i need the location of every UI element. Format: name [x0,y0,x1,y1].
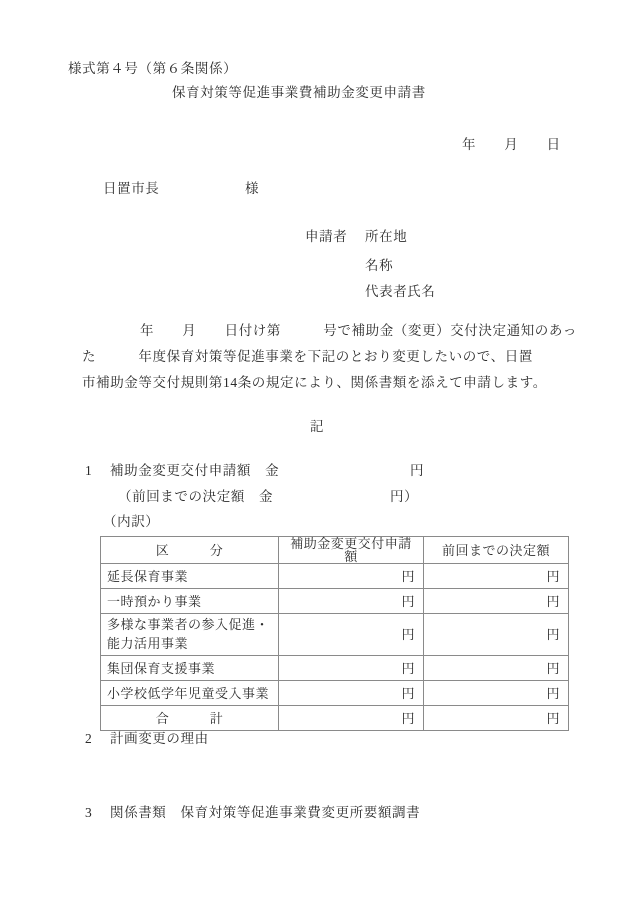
breakdown-label: （内訳） [103,514,160,529]
form-number: 様式第４号（第６条関係） [68,61,238,76]
table-row [101,614,569,656]
cell-previous-amount: 円 [424,656,569,681]
item-3-label: 関係書類 保育対策等促進事業費変更所要額調書 [110,805,421,820]
table-row [101,656,569,681]
cell-category: 合 計 [101,706,279,731]
addressee-name: 日置市長 [103,181,160,196]
applicant-label: 申請者 [305,229,348,244]
applicant-field-address: 所在地 [365,229,408,244]
cell-previous-amount: 円 [424,706,569,731]
cell-applied-amount: 円 [279,681,424,706]
addressee-honorific: 様 [245,181,260,196]
grant-breakdown-table [100,536,569,731]
ki-marker: 記 [310,419,325,434]
cell-previous-amount: 円 [424,589,569,614]
column-header-previous-amount: 前回までの決定額 [424,537,569,564]
table-row [101,564,569,589]
applicant-field-representative: 代表者氏名 [365,284,436,299]
cell-applied-amount: 円 [279,656,424,681]
item-3-number: 3 [85,805,93,820]
table-row [101,589,569,614]
item-2-number: 2 [85,731,93,746]
table-header-row [101,537,569,564]
cell-category: 一時預かり事業 [101,589,279,614]
cell-previous-amount: 円 [424,614,569,656]
column-header-category: 区 分 [101,537,279,564]
cell-applied-amount: 円 [279,614,424,656]
cell-category: 延長保育事業 [101,564,279,589]
body-paragraph-line-2: た 年度保育対策等促進事業を下記のとおり変更したいので、日置 [82,349,533,364]
item-1-number: 1 [85,463,93,478]
page-title: 保育対策等促進事業費補助金変更申請書 [172,85,426,100]
table-header [101,537,569,564]
item-1-label: 補助金変更交付申請額 金 [110,463,280,478]
cell-category-line-2: 能力活用事業 [107,635,189,651]
applicant-field-name: 名称 [365,258,394,273]
cell-category [101,614,279,656]
cell-previous-amount: 円 [424,564,569,589]
table-row [101,681,569,706]
column-header-applied-amount: 補助金変更交付申請額 [279,537,424,564]
item-1-previous-unit: 円） [390,489,419,504]
cell-previous-amount: 円 [424,681,569,706]
item-1-unit: 円 [410,463,425,478]
item-2-label: 計画変更の理由 [110,731,209,746]
cell-category-line-1: 多様な事業者の参入促進・ [107,616,270,632]
table-body [101,564,569,731]
body-paragraph-line-1: 年 月 日付け第 号で補助金（変更）交付決定通知のあっ [140,323,577,338]
date-line: 年 月 日 [462,137,561,152]
body-paragraph-line-3: 市補助金等交付規則第14条の規定により、関係書類を添えて申請します。 [82,375,547,390]
cell-applied-amount: 円 [279,589,424,614]
table-row [101,706,569,731]
item-1-previous-label: （前回までの決定額 金 [118,489,274,504]
cell-applied-amount: 円 [279,564,424,589]
cell-applied-amount: 円 [279,706,424,731]
cell-category: 小学校低学年児童受入事業 [101,681,279,706]
cell-category: 集団保育支援事業 [101,656,279,681]
